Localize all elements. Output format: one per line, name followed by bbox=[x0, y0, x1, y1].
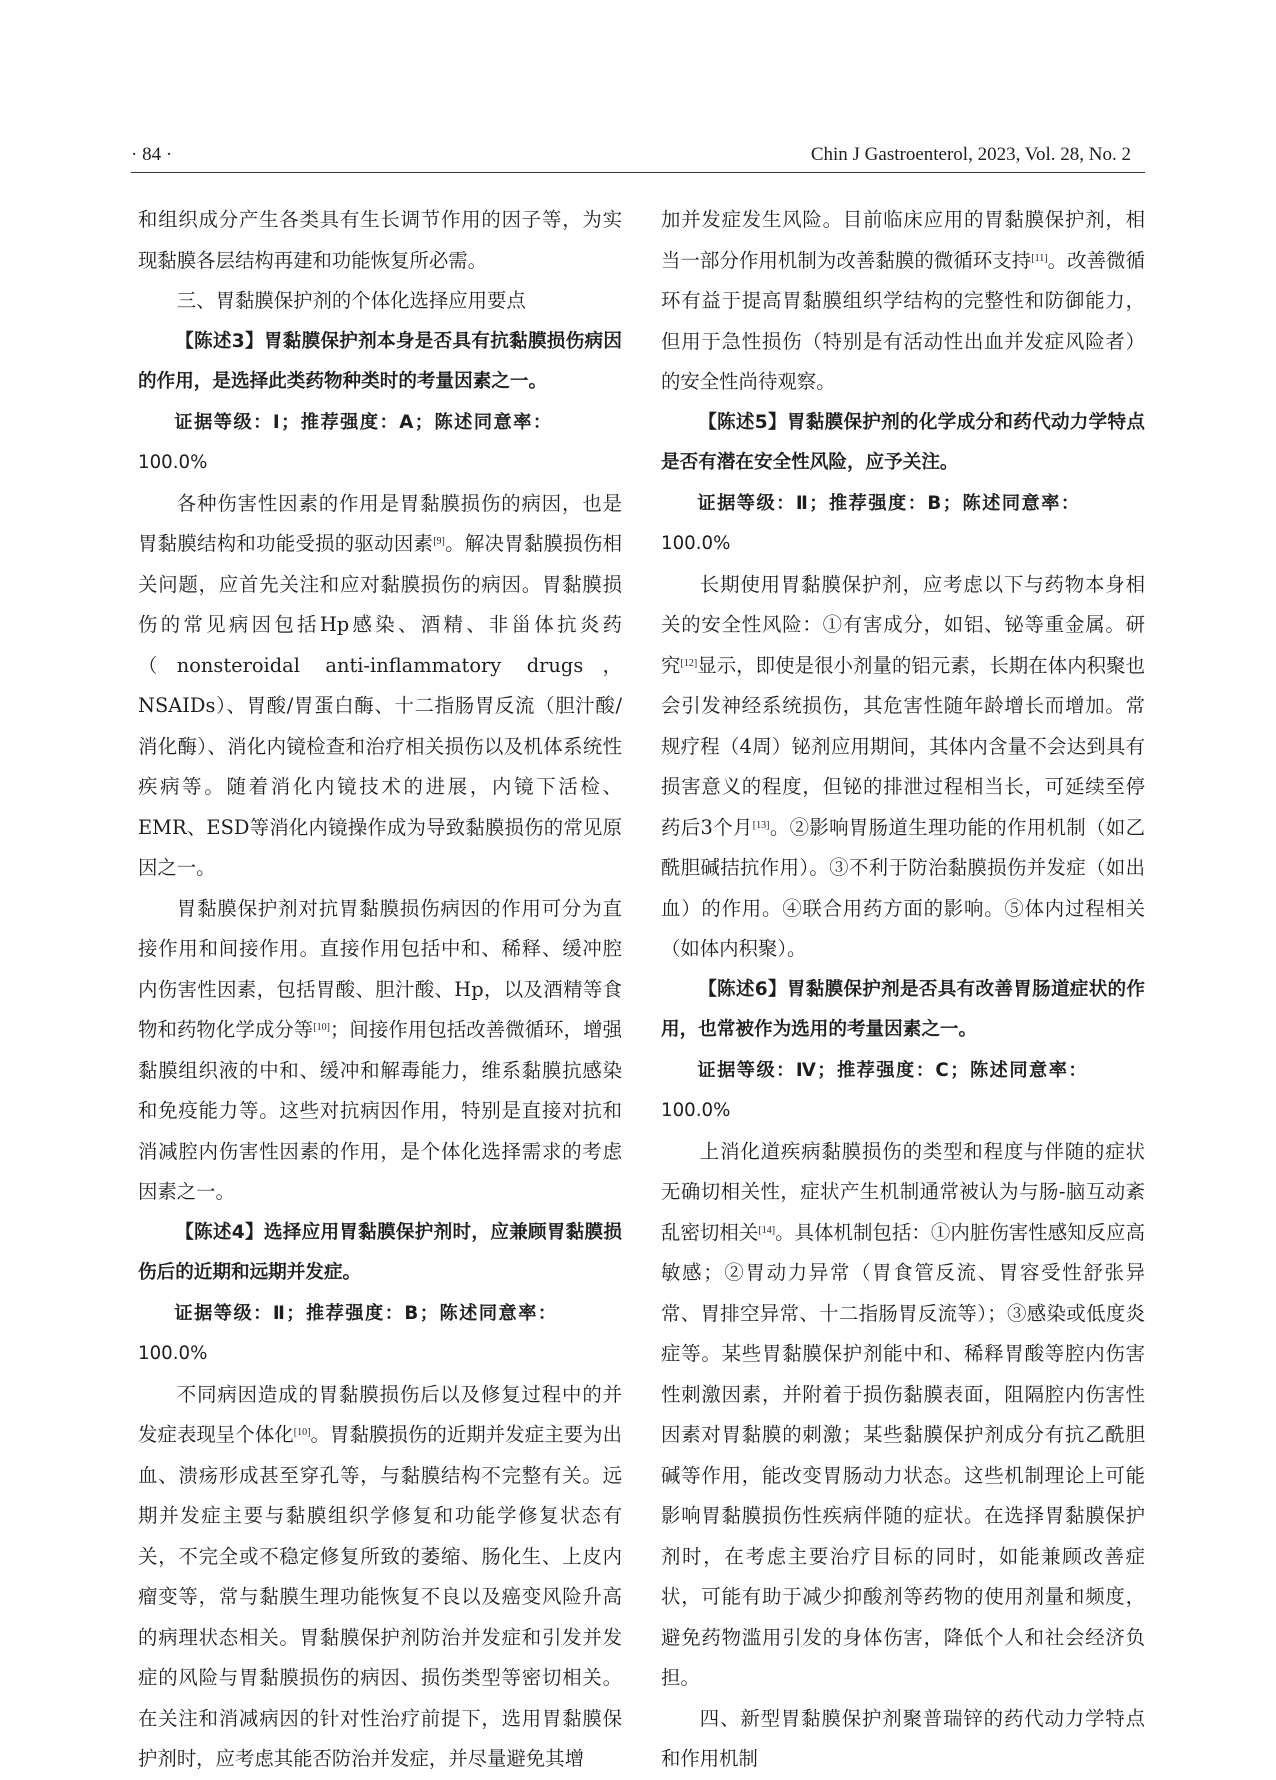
paragraph bbox=[138, 1375, 622, 1780]
running-header bbox=[0, 140, 1276, 170]
text: 胃黏膜保护剂对抗胃黏膜损伤病因的作用可分为直接作用和间接作用。直接作用包括中和、稀释、缓冲腔内伤害性因素，包括胃酸、胆汁酸、Hp，以及酒精等食物和药物化学成分等 bbox=[138, 896, 622, 1041]
left-column bbox=[138, 200, 622, 1780]
evidence-line bbox=[661, 1051, 1145, 1132]
journal-citation: Chin J Gastroenterol, 2023, Vol. 28, No. 2 bbox=[810, 144, 1131, 165]
statement-5: 【陈述5】胃黏膜保护剂的化学成分和药代动力学特点是否有潜在安全性风险，应予关注。 bbox=[661, 411, 1145, 473]
evidence-line bbox=[138, 1294, 622, 1375]
evidence-line bbox=[661, 484, 1145, 565]
text: 长期使用胃黏膜保护剂，应考虑以下与药物本身相关的安全性风险：①有害成分，如铝、铋等重金属。研究 bbox=[661, 572, 1145, 677]
reference-mark: [12] bbox=[680, 657, 698, 669]
text: 。②影响胃肠道生理功能的作用机制（如乙酰胆碱拮抗作用）。③不利于防治黏膜损伤并发症（如出血）的作用。④联合用药方面的影响。⑤体内过程相关（如体内积聚）。 bbox=[661, 815, 1145, 960]
right-column bbox=[661, 200, 1145, 1780]
paragraph bbox=[138, 484, 622, 889]
reference-mark: [10] bbox=[293, 1427, 311, 1438]
paragraph bbox=[661, 1132, 1145, 1699]
statement-4: 【陈述4】选择应用胃黏膜保护剂时，应兼顾胃黏膜损伤后的近期和远期并发症。 bbox=[138, 1221, 622, 1283]
evidence-text: 证据等级：Ⅳ；推荐强度：C；陈述同意率： bbox=[697, 1059, 1089, 1081]
section-heading: 四、新型胃黏膜保护剂聚普瑞锌的药代动力学特点和作用机制 bbox=[661, 1706, 1145, 1770]
reference-mark: [11] bbox=[1031, 252, 1048, 264]
text: 。胃黏膜损伤的近期并发症主要为出血、溃疡形成甚至穿孔等，与黏膜结构不完整有关。远期并发症主要与黏膜组织学修复和功能学修复状态有关，不完全或不稳定修复所致的萎缩、肠化生、上皮内瘤变等，常与黏膜生理功能恢复不良以及癌变风险升高的病理状态相关。胃黏膜保护剂防治并发症和引发并发症的风险与胃黏膜损伤的病因、损伤类型等密切相关。在关注和消减病因的针对性治疗前提下，选用胃黏膜保护剂时，应考虑其能否防治并发症，并尽量避免其增 bbox=[138, 1423, 623, 1770]
reference-mark: [10] bbox=[313, 1022, 330, 1033]
reference-mark: [14] bbox=[758, 1224, 776, 1236]
text: 加并发症发生风险。目前临床应用的胃黏膜保护剂，相当一部分作用机制为改善黏膜的微循环支持 bbox=[661, 208, 1145, 272]
paragraph: 和组织成分产生各类具有生长调节作用的因子等，为实现黏膜各层结构再建和功能恢复所必需。 bbox=[138, 208, 622, 272]
agreement-rate: 100.0% bbox=[138, 452, 208, 473]
text: 显示，即使是很小剂量的铝元素，长期在体内积聚也会引发神经系统损伤，其危害性随年龄增长而增加。常规疗程（4周）铋剂应用期间，其体内含量不会达到具有损害意义的程度，但铋的排泄过程相当长，可延续至停药后3个月 bbox=[661, 653, 1146, 839]
agreement-rate: 100.0% bbox=[661, 533, 731, 554]
text: 。改善微循环有益于提高胃黏膜组织学结构的完整性和防御能力，但用于急性损伤（特别是有活动性出血并发症风险者）的安全性尚待观察。 bbox=[661, 248, 1146, 393]
header-rule bbox=[131, 172, 1145, 173]
evidence-text: 证据等级：Ⅱ；推荐强度：B；陈述同意率： bbox=[174, 1302, 558, 1324]
text: 上消化道疾病黏膜损伤的类型和程度与伴随的症状无确切相关性，症状产生机制通常被认为与肠-脑互动紊乱密切相关 bbox=[661, 1139, 1145, 1244]
text: 。具体机制包括：①内脏伤害性感知反应高敏感；②胃动力异常（胃食管反流、胃容受性舒张异常、胃排空异常、十二指肠胃反流等）；③感染或低度炎症等。某些胃黏膜保护剂能中和、稀释胃酸等腔内伤害性刺激因素，并附着于损伤黏膜表面，阻隔腔内伤害性因素对胃黏膜的刺激；某些黏膜保护剂成分有抗乙酰胆碱等作用，能改变胃肠动力状态。这些机制理论上可能影响胃黏膜损伤性疾病伴随的症状。在选择胃黏膜保护剂时，在考虑主要治疗目标的同时，如能兼顾改善症状，可能有助于减少抑酸剂等药物的使用剂量和频度，避免药物滥用引发的身体伤害，降低个人和社会经济负担。 bbox=[661, 1220, 1146, 1689]
text: 不同病因造成的胃黏膜损伤后以及修复过程中的并发症表现呈个体化 bbox=[138, 1382, 622, 1446]
evidence-text: 证据等级：Ⅱ；推荐强度：B；陈述同意率： bbox=[697, 492, 1081, 514]
reference-mark: [9] bbox=[433, 536, 445, 547]
agreement-rate: 100.0% bbox=[138, 1343, 208, 1364]
evidence-line bbox=[138, 403, 622, 484]
evidence-text: 证据等级：Ⅰ；推荐强度：A；陈述同意率： bbox=[174, 411, 553, 433]
paragraph bbox=[661, 200, 1145, 403]
agreement-rate: 100.0% bbox=[661, 1100, 731, 1121]
text: 。解决胃黏膜损伤相关问题，应首先关注和应对黏膜损伤的病因。胃黏膜损伤的常见病因包括Hp感染、酒精、非甾体抗炎药（nonsteroidal anti-inflammatory drugs，NSAIDs）、胃酸/胃蛋白酶、十二指肠胃反流（胆汁酸/消化酶）、消化内镜检查和治疗相关损伤以及机体系统性疾病等。随着消化内镜技术的进展，内镜下活检、EMR、ESD等消化内镜操作成为导致黏膜损伤的常见原因之一。 bbox=[138, 532, 623, 879]
text: ；间接作用包括改善微循环，增强黏膜组织液的中和、缓冲和解毒能力，维系黏膜抗感染和免疫能力等。这些对抗病因作用，特别是直接对抗和消减腔内伤害性因素的作用，是个体化选择需求的考虑因素之一。 bbox=[138, 1018, 623, 1203]
reference-mark: [13] bbox=[752, 819, 770, 831]
section-heading: 三、胃黏膜保护剂的个体化选择应用要点 bbox=[176, 289, 526, 312]
statement-3: 【陈述3】胃黏膜保护剂本身是否具有抗黏膜损伤病因的作用，是选择此类药物种类时的考量因素之一。 bbox=[138, 330, 622, 392]
paragraph bbox=[661, 565, 1145, 970]
text: 各种伤害性因素的作用是胃黏膜损伤的病因，也是胃黏膜结构和功能受损的驱动因素 bbox=[138, 491, 622, 555]
statement-6: 【陈述6】胃黏膜保护剂是否具有改善胃肠道症状的作用，也常被作为选用的考量因素之一。 bbox=[661, 978, 1145, 1040]
page-number: · 84 · bbox=[131, 144, 173, 165]
paragraph bbox=[138, 889, 622, 1213]
